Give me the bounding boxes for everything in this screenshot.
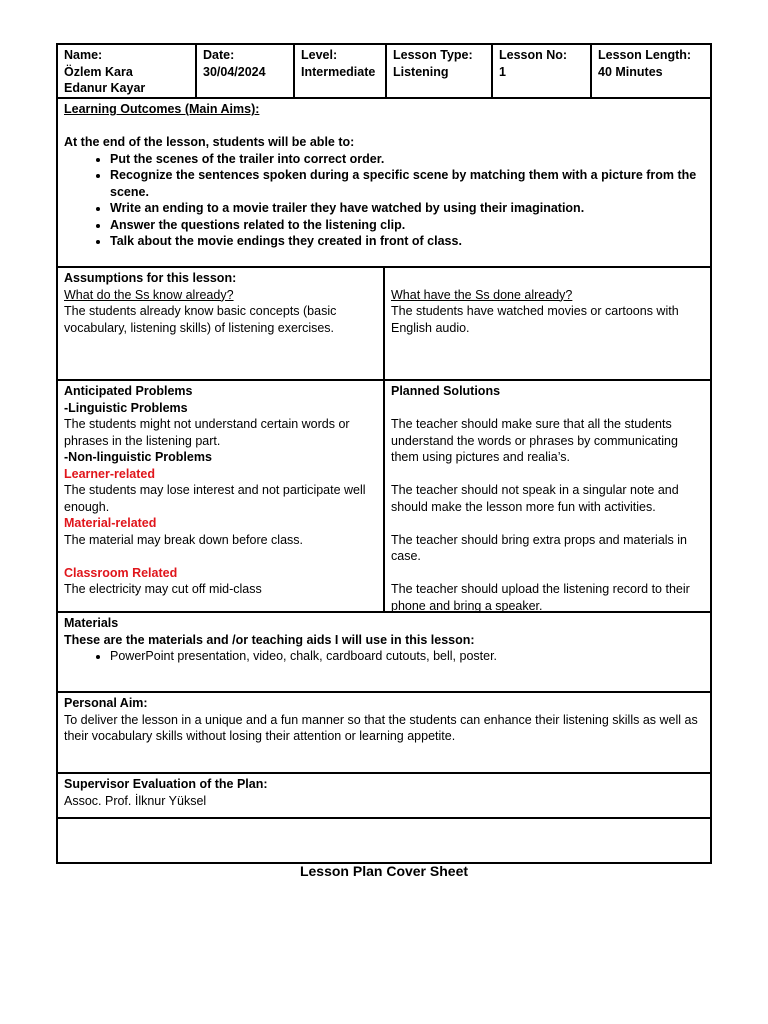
materials-section [58, 613, 710, 693]
material-related-text: The material may break down before class. [64, 532, 303, 547]
classroom-related-text: The electricity may cut off mid-class [64, 582, 262, 596]
assumptions-left [58, 268, 385, 379]
material-related-label: Material-related [64, 516, 157, 530]
level-value: Intermediate [301, 64, 376, 79]
classroom-related-label: Classroom Related [64, 565, 178, 580]
personal-aim-text: To deliver the lesson in a unique and a fun manner so that the students can enhance their listening skills as well as their vocabulary skills without losing their attention or learning appetite. [64, 712, 698, 743]
page-title: Lesson Plan Cover Sheet [299, 863, 469, 879]
supervisor-name: Assoc. Prof. İlknur Yüksel [64, 793, 207, 808]
lesson-length-label: Lesson Length: [598, 48, 692, 62]
list-item: • Answer the questions related to the listening clip. [110, 217, 704, 234]
level-cell [295, 45, 387, 97]
name-2: Edanur Kayar [64, 81, 146, 95]
lesson-type-value: Listening [393, 64, 449, 79]
personal-aim-section [58, 693, 710, 774]
list-item: • Talk about the movie endings they created in front of class. [110, 233, 704, 250]
list-item: • PowerPoint presentation, video, chalk, cardboard cutouts, bell, poster. [110, 648, 704, 665]
materials-title: Materials [64, 616, 119, 630]
learning-outcomes-title: Learning Outcomes (Main Aims): [64, 102, 260, 116]
learning-outcomes-intro: At the end of the lesson, students will be able to: [64, 135, 355, 149]
name-cell [58, 45, 197, 97]
learning-outcomes-section [58, 99, 710, 268]
linguistic-problems-label: -Linguistic Problems [64, 400, 188, 415]
name-1: Özlem Kara [64, 64, 133, 79]
solution-4: The teacher should upload the listening record to their phone and bring a speaker. [391, 582, 690, 613]
lesson-plan-table [56, 43, 712, 864]
lesson-length-cell [592, 45, 710, 97]
assumptions-right [385, 268, 710, 379]
name-label: Name: [64, 48, 103, 62]
anticipated-problems-title: Anticipated Problems [64, 384, 193, 398]
learning-outcomes-list [64, 151, 704, 250]
assumptions-section [58, 268, 710, 381]
materials-list [64, 648, 704, 665]
problems-solutions-section [58, 381, 710, 613]
assumptions-title: Assumptions for this lesson: [64, 271, 237, 285]
learner-related-text: The students may lose interest and not participate well enough. [64, 483, 366, 514]
solution-1: The teacher should make sure that all the students understand the words or phrases by communicating them using pictures and realia’s. [391, 417, 678, 464]
list-item: • Put the scenes of the trailer into correct order. [110, 151, 704, 168]
empty-section [58, 819, 710, 862]
anticipated-problems [58, 381, 385, 611]
level-label: Level: [301, 48, 338, 62]
list-item: • Write an ending to a movie trailer they have watched by using their imagination. [110, 200, 704, 217]
solution-2: The teacher should not speak in a singular note and should make the lesson more fun with activities. [391, 483, 679, 514]
materials-intro: These are the materials and /or teaching aids I will use in this lesson: [64, 632, 475, 647]
lesson-no-label: Lesson No: [499, 48, 568, 62]
planned-solutions-title: Planned Solutions [391, 384, 501, 398]
supervisor-title: Supervisor Evaluation of the Plan: [64, 777, 268, 791]
date-value: 30/04/2024 [203, 64, 266, 79]
assumptions-right-answer: The students have watched movies or cartoons with English audio. [391, 304, 679, 335]
lesson-no-cell [493, 45, 592, 97]
assumptions-left-answer: The students already know basic concepts (basic vocabulary, listening skills) of listening exercises. [64, 304, 337, 335]
lesson-no-value: 1 [499, 64, 506, 79]
linguistic-problems-text: The students might not understand certain words or phrases in the listening part. [64, 417, 350, 448]
learner-related-label: Learner-related [64, 466, 156, 481]
planned-solutions [385, 381, 710, 611]
lesson-length-value: 40 Minutes [598, 64, 663, 79]
header-row [58, 45, 710, 99]
supervisor-section [58, 774, 710, 819]
solution-3: The teacher should bring extra props and materials in case. [391, 532, 687, 563]
lesson-type-cell [387, 45, 493, 97]
non-linguistic-problems-label: -Non-linguistic Problems [64, 450, 212, 464]
assumptions-right-question: What have the Ss done already? [391, 287, 573, 302]
personal-aim-title: Personal Aim: [64, 696, 148, 710]
date-label: Date: [203, 48, 235, 62]
assumptions-left-question: What do the Ss know already? [64, 287, 234, 302]
list-item: • Recognize the sentences spoken during a specific scene by matching them with a picture from the scene. [110, 167, 704, 200]
lesson-type-label: Lesson Type: [393, 48, 473, 62]
date-cell [197, 45, 295, 97]
